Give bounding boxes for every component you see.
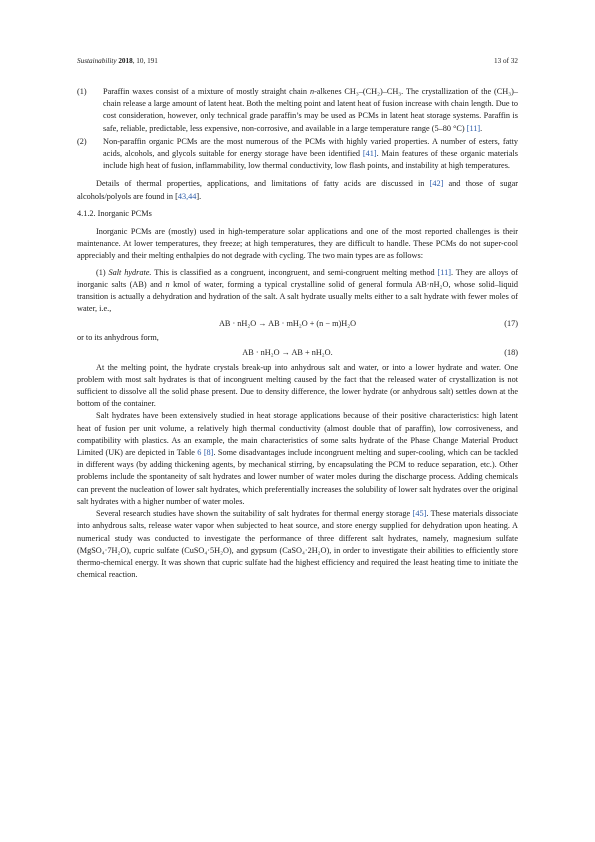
- paragraph-anhydrous: or to its anhydrous form,: [77, 333, 159, 343]
- citation-link[interactable]: [45]: [412, 509, 427, 519]
- list-number: (2): [77, 136, 87, 146]
- equation-number: (17): [504, 318, 518, 328]
- citation-link[interactable]: [41]: [362, 149, 377, 159]
- citation-link[interactable]: 43,44: [177, 191, 197, 201]
- list-number: (1): [77, 87, 87, 96]
- list-item: [77, 86, 518, 135]
- equation-18: [77, 345, 518, 362]
- paragraph-melting: At the melting point, the hydrate crystals break-up into anhydrous salt and water, or into a lower hydrate and water. One problem with most salt hydrates is that of incongruent melting caused by the fact that the released water of crystallization is not sufficient to dissolve all the solid phase present. Due to density difference, the lower hydrate (or anhydrous salt) settles down at the bottom of the container.: [77, 362, 518, 409]
- paragraph-details: Details of thermal properties, applications, and limitations of fatty acids are discussed in [42] and those of sugar alcohols/polyols are found in [43,44].: [77, 179, 519, 201]
- citation-link[interactable]: [42]: [429, 179, 444, 189]
- paragraph-inorganic: Inorganic PCMs are (mostly) used in high-temperature solar applications and one of the most reported challenges is their maintenance. At lower temperatures, they freeze; at high temperatures, they are difficult to handle. These PCMs do not super-cool appreciably and their melting enthalpies do not degrade with cycling. The two main types are as follows:: [77, 227, 518, 261]
- equation-number: (18): [504, 348, 518, 358]
- equation-body: AB · nH₂O → AB · mH₂O + (n − m)H₂O: [218, 318, 357, 328]
- citation-link[interactable]: [11]: [437, 267, 451, 277]
- list-text: Paraffin waxes consist of a mixture of mostly straight chain n-alkenes CH₃–(CH₂)–CH₃. The crystallization of the (CH₃)– chain release a large amount of latent heat. Both the melting point and latent heat of fusion increase with chain length. Due to cost consideration, however, only technical grade paraffin’s may be used as PCMs in latent heat storage systems. Paraffin is safe, reliable, predictable, less expensive, non-corrosive, and available in a large temperature range (5–80 °C) [11].: [103, 87, 518, 133]
- body-text: [77, 86, 518, 581]
- journal-name: Sustainability: [77, 57, 117, 65]
- paragraph-several-studies: Several research studies have shown the suitability of salt hydrates for thermal energy storage [45]. These materials dissociate into anhydrous salts, release water vapor when subjected to heat source, and store energy supplied for dehydration upon heating. A numerical study was conducted to investigate the performance of three different salt hydrates, namely, magnesium sulfate (MgSO₄·7H₂O), cupric sulfate (CuSO₄·5H₂O), and gypsum (CaSO₄·2H₂O), in order to investigate their abilities to efficiently store thermo-chemical energy. It was shown that cupric sulfate had the highest efficiency and required the least heating time to initiate the chemical reaction.: [77, 509, 518, 580]
- citation-link[interactable]: [11]: [466, 123, 481, 133]
- citation-link[interactable]: [8]: [203, 448, 214, 458]
- paragraph-studied: Salt hydrates have been extensively studied in heat storage applications because of their positive characteristics: high latent heat of fusion per unit volume, a relatively high thermal conductivity (almost double that of paraffin), low corrosiveness, and compatibility with plastics. As an example, the main characteristics of some salts hydrate of the Phase Change Material Product Limited (UK) are depicted in Table 6 [8]. Some disadvantages include incongruent melting and super-cooling, which can be tackled in different ways (by adding thickening agents, by mechanical stirring, by encapsulating the PCM to reduce separation, etc.). Other problems include the spontaneity of salt hydrates and lower number of water moles during the discharge process. Adding chemicals can prevent the nucleation of lower salt hydrates, which preferentially increases the solubility of lower salt hydrates over the original salt hydrates with a higher number of water moles.: [77, 411, 519, 506]
- table-reference-link[interactable]: 6: [197, 448, 202, 458]
- paragraph-salt-hydrate: (1) Salt hydrate. This is classified as a congruent, incongruent, and semi-congruent melting method [11]. They are alloys of inorganic salts (AB) and n kmol of water, forming a typical crystalline solid of general formula AB·nH₂O, whose solid–liquid transition is actually a dehydration and hydration of the salt. A salt hydrate usually melts either to a salt hydrate with fewer moles of water, i.e.,: [77, 267, 519, 314]
- page-number: 13 of 32: [494, 57, 518, 65]
- journal-year: 2018: [118, 57, 133, 65]
- equation-body: AB · nH₂O → AB + nH₂O.: [242, 348, 333, 358]
- journal-citation: [77, 57, 158, 65]
- list-text: Non-paraffin organic PCMs are the most numerous of the PCMs with highly varied properties. A number of esters, fatty acids, alcohols, and glycols suitable for energy storage have been identified [41]. Main features of these organic materials include high heat of fusion, inflammability, low thermal conductivity, low flash points, and instability at high temperatures.: [103, 136, 519, 171]
- list-item: [77, 136, 518, 173]
- journal-volume-pages: , 10, 191: [132, 57, 158, 65]
- equation-17: [77, 315, 518, 332]
- section-heading: 4.1.2. Inorganic PCMs: [77, 208, 152, 218]
- running-header: [77, 57, 518, 65]
